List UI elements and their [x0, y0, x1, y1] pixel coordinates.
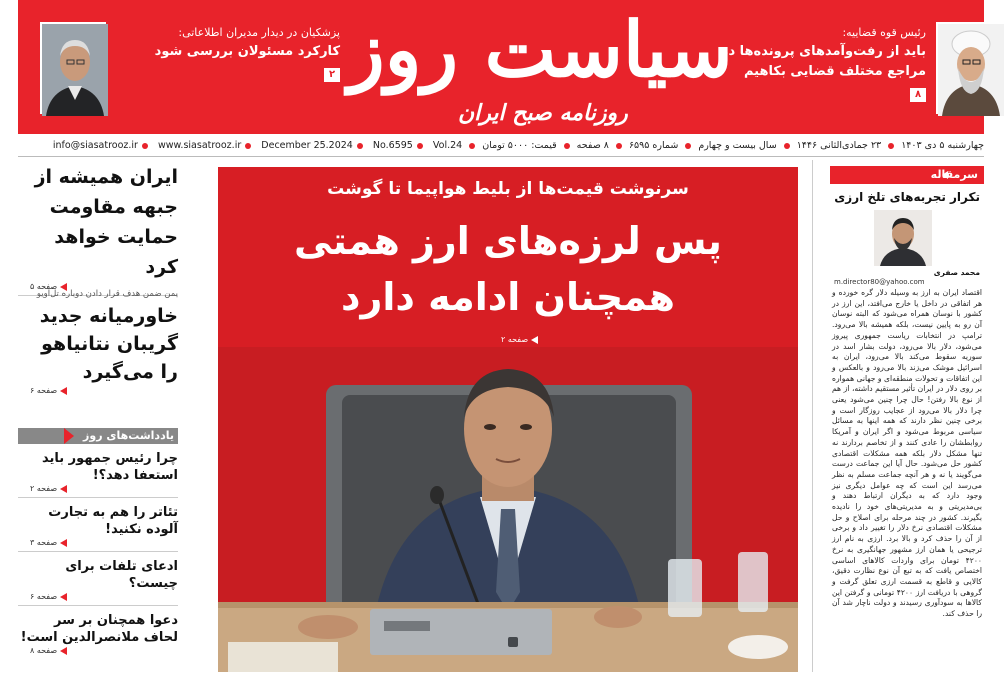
judiciary-chief-portrait	[936, 22, 1002, 114]
divider	[18, 497, 178, 498]
editorial-author-block	[830, 210, 984, 288]
website-link[interactable]: www.siasatrooz.ir	[158, 140, 242, 151]
note-ref: صفحه ۶	[18, 592, 178, 601]
date-persian: چهارشنبه ۵ دی ۱۴۰۳	[901, 140, 984, 151]
notes-header: یادداشت‌های روز	[18, 428, 178, 444]
author-email[interactable]: m.director80@yahoo.com	[834, 278, 925, 286]
lead-headline-line1: پس لرزه‌های ارز همتی	[294, 219, 722, 263]
section-arrow-icon	[942, 171, 948, 179]
president-portrait	[40, 22, 106, 114]
note-item[interactable]	[18, 612, 178, 655]
issue-info-bar	[52, 137, 984, 155]
story-resistance[interactable]	[18, 162, 178, 296]
bullet-icon	[245, 143, 251, 149]
email-link[interactable]: info@siasatrooz.ir	[52, 140, 138, 151]
right-teaser[interactable]	[702, 22, 1002, 122]
bullet-icon	[888, 143, 894, 149]
note-title: دعوا همچنان بر سر لحاف ملانصرالدین است!	[20, 613, 178, 645]
right-teaser-headline: باید از رفت‌وآمدهای پرونده‌ها در مراجع مختلف قضایی بکاهیم	[720, 44, 926, 79]
story-middle-east[interactable]	[18, 286, 178, 395]
right-teaser-kicker: رئیس قوه قضاییه:	[842, 26, 926, 39]
volume-english: Vol.24	[432, 140, 463, 151]
note-title: چرا رئیس جمهور باید استعفا دهد؟!	[42, 451, 178, 483]
bullet-icon	[685, 143, 691, 149]
bullet-icon	[784, 143, 790, 149]
header-arrow-icon	[64, 428, 74, 444]
divider	[18, 605, 178, 606]
date-english: December 25.2024	[261, 140, 353, 151]
column-divider	[812, 160, 813, 672]
bullet-icon	[417, 143, 423, 149]
right-teaser-text	[716, 24, 926, 102]
header-divider	[18, 156, 984, 157]
note-item[interactable]	[18, 504, 178, 552]
arrow-icon	[60, 593, 67, 601]
left-teaser-page: ۲	[324, 68, 340, 82]
story-middle-east-ref: صفحه ۶	[18, 386, 178, 395]
issue-number: شماره ۶۵۹۵	[628, 140, 679, 151]
lead-kicker: سرنوشت قیمت‌ها از بلیط هواپیما تا گوشت	[327, 179, 689, 199]
page-count: ۸ صفحه	[576, 140, 609, 151]
note-title: تئاتر را هم به تجارت آلوده نکنید!	[48, 505, 178, 537]
bullet-icon	[564, 143, 570, 149]
editorial-body: اقتصاد ایران به ارز به وسیله دلار گره خورده و هر اتفاقی در داخل یا خارج می‌افتد، این ارز در کشور با نوسان همراه می‌شود که البته نوسان آن رو به پایین نیست، بلکه همیشه بالا می‌رود. ترامپ در انتخابات ریاست جمهوری پیروز می‌شود، دلار بالا می‌رود، دولت بشار اسد در سوریه سقوط می‌کند بالا می‌رود، ایران به اسرائیل موشک می‌زند بالا می‌رود و بالعکس و این اتفاقات و تحولات منطقه‌ای و جهانی همواره بر روی دلار در ایران تأثیر مستقیم داشته، از هم از نوع بالا رفتن! حال چرا چنین می‌شود یعنی چرا دلار بالا می‌رود از عجایب روزگار است و برخی چنین نظر دارند که همه اینها به مسائل سیاسی مربوط می‌شود و اگر ایران و آمریکا روابطشان را عادی کنند و از تخاصم بردارند نه تنها مشکل دلار بلکه همه مشکلات اقتصادی کشور حل می‌شود. حال آیا این جماعت درست می‌گویند یا نه و هر آنچه جماعت مسلم به نظر می‌رسد این است که چه عوامل دیگری نیز وجود دارد که به دیگران ارتباط دهند و بی‌مدیریتی و به مدیریتی‌های خود را نادیده بگیرند. کشور در چند مرحله برای اصلاح و حل مشکلات اقتصادی نرخ دلار را تغییر داد و برخی از آن را حذف کرد و بالا برد. ارزی به نام ارز ترجیحی یا همان ارز مشهور جهانگیری به نرخ ۴۲۰۰ تومان برای واردات کالاهای اساسی اختصاص یافت که به تبع آن نوع نظارت دقیق، کالایی و قاطع به قسمت ارزی تعلق گرفت و گروهی با دریافت ارز ۴۲۰۰ تومانی و گرفتن این کالاها به سودآوری رسیدند و دولت ناچار شد آن را حذف کند.	[832, 288, 982, 619]
note-title: ادعای تلفات برای چیست؟	[65, 559, 178, 591]
story-resistance-ref: صفحه ۵	[18, 282, 178, 291]
bullet-icon	[469, 143, 475, 149]
lead-headline-line2: همچنان ادامه دارد	[341, 275, 675, 319]
editorial-column[interactable]	[830, 166, 984, 676]
story-resistance-headline: ایران همیشه از جبهه مقاومت حمایت خواهد کرد	[34, 166, 178, 278]
author-name: محمد صفری	[933, 268, 980, 277]
note-ref: صفحه ۲	[18, 484, 178, 493]
story-middle-east-kicker: یمن ضمن هدف قرار دادن دوباره تل‌آویو	[36, 289, 178, 299]
left-teaser[interactable]	[40, 22, 340, 122]
notes-section	[18, 428, 178, 655]
editorial-section-header: سرمقاله	[830, 166, 984, 184]
right-teaser-page: ۸	[910, 88, 926, 102]
lead-photo	[218, 347, 798, 672]
volume-year: سال بیست و چهارم	[698, 140, 777, 151]
story-middle-east-headline: خاورمیانه جدید گریبان نتانیاهو را می‌گیرد	[39, 305, 178, 383]
bullet-icon	[616, 143, 622, 149]
note-item[interactable]	[18, 450, 178, 498]
issue-number-english: No.6595	[372, 140, 413, 151]
arrow-icon	[60, 647, 67, 655]
newspaper-subtitle: روزنامه صبح ایران	[458, 100, 628, 126]
arrow-icon	[60, 485, 67, 493]
note-ref: صفحه ۳	[18, 538, 178, 547]
note-item[interactable]	[18, 558, 178, 606]
date-hijri: ۲۳ جمادی‌الثانی ۱۴۴۶	[796, 140, 882, 151]
bullet-icon	[142, 143, 148, 149]
left-teaser-kicker: پزشکیان در دیدار مدیران اطلاعاتی:	[178, 26, 340, 39]
bullet-icon	[357, 143, 363, 149]
masthead	[18, 0, 984, 134]
price: قیمت: ۵۰۰۰ تومان	[482, 140, 557, 151]
author-photo	[874, 210, 932, 266]
editorial-title: تکرار تجربه‌های تلخ ارزی	[834, 190, 980, 204]
divider	[18, 551, 178, 552]
arrow-icon	[60, 539, 67, 547]
left-teaser-headline: کارکرد مسئولان بررسی شود	[154, 44, 340, 59]
lead-ref: صفحه ۲	[501, 335, 538, 344]
note-ref: صفحه ۸	[18, 646, 178, 655]
newspaper-logo[interactable]: سیاست روز	[348, 5, 733, 94]
arrow-icon	[531, 336, 538, 344]
left-teaser-text	[130, 24, 340, 82]
arrow-icon	[60, 387, 67, 395]
lead-story[interactable]	[218, 167, 798, 672]
